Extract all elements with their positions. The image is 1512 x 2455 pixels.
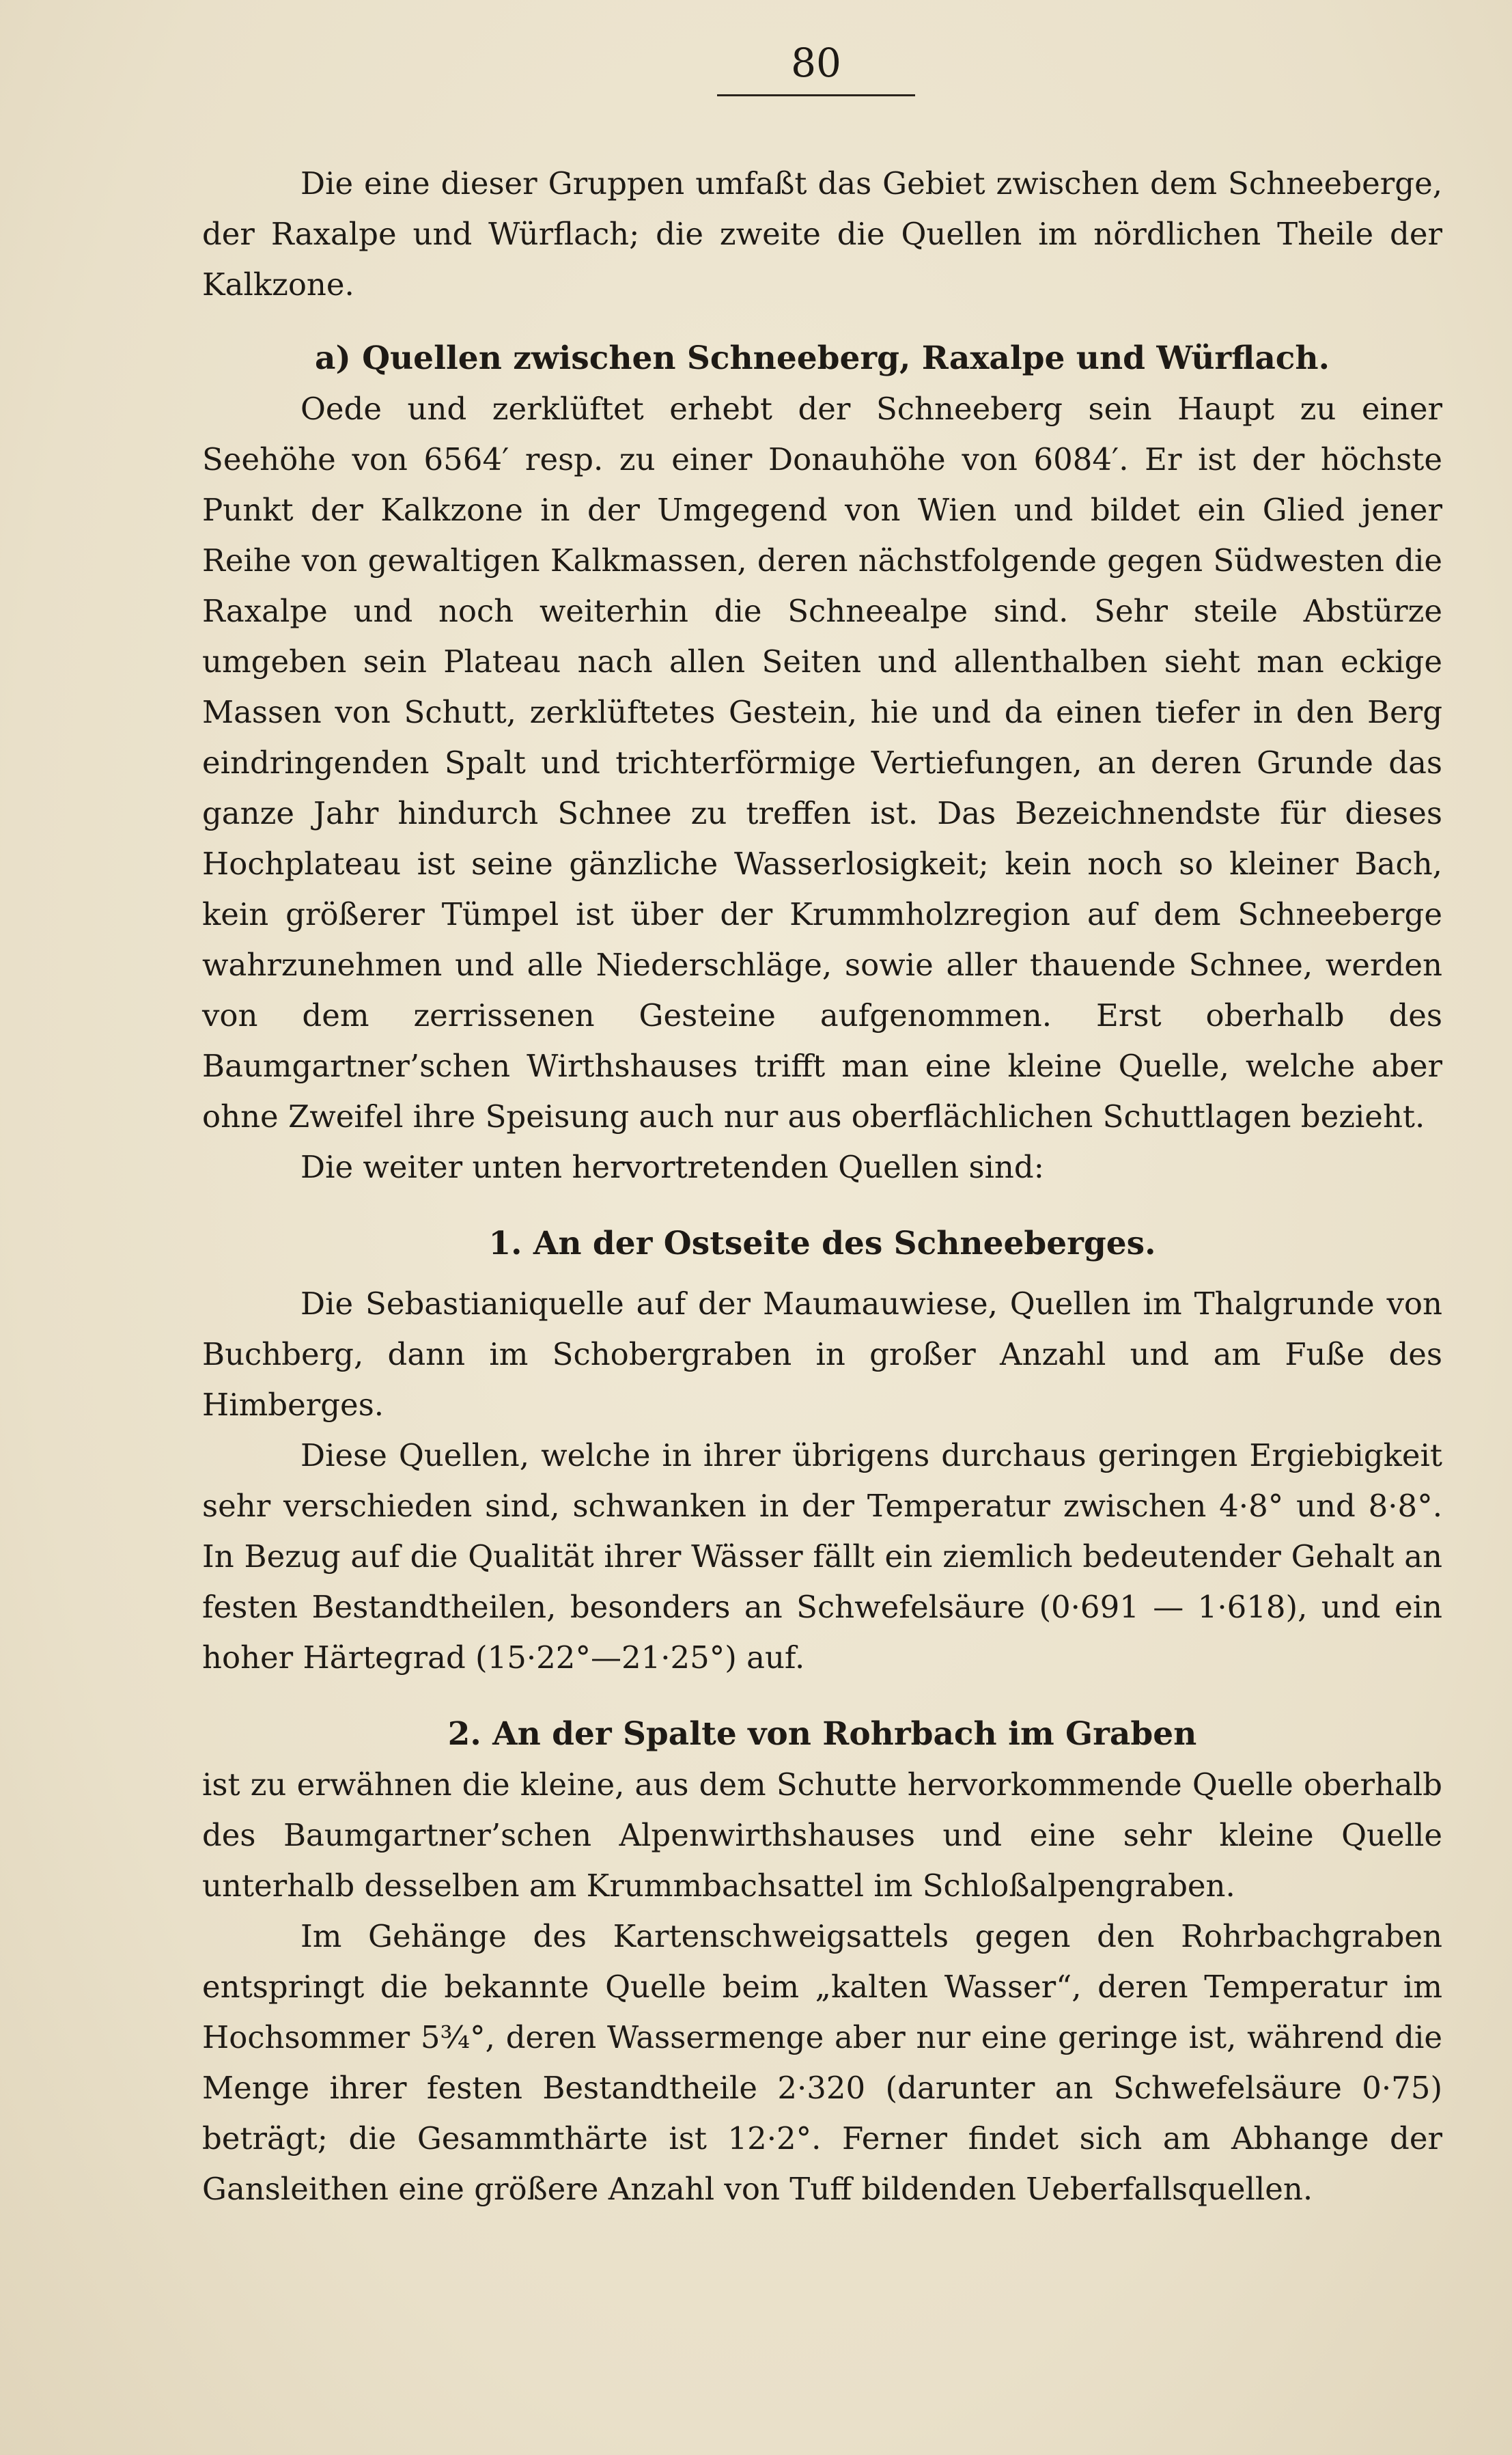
page-body <box>202 158 1442 2215</box>
page-number: 80 <box>791 40 841 86</box>
paragraph-rohrbach: ist zu erwähnen die kleine, aus dem Schutte hervorkommende Quelle oberhalb des Baumgartner’schen Alpenwirthshauses und eine sehr kleine Quelle unterhalb desselben am Krummbachsattel im Schloßalpengraben. <box>202 1766 1442 1904</box>
subheading-rohrbach: 2. An der Spalte von Rohrbach im Graben <box>447 1715 1197 1753</box>
paragraph-kalten-wasser: Im Gehänge des Kartenschweigsattels gegen den Rohrbachgraben entspringt die bekannte Quelle beim „kalten Wasser“, deren Temperatur im Hochsommer 5¾°, deren Wassermenge aber nur eine geringe ist, während die Menge ihrer festen Bestandtheile 2·320 (darunter an Schwefelsäure 0·75) beträgt; die Gesammthärte ist 12·2°. Ferner findet sich am Abhange der Gansleithen eine größere Anzahl von Tuff bildenden Ueberfallsquellen. <box>202 1918 1442 2207</box>
paragraph-groups: Die eine dieser Gruppen umfaßt das Gebiet zwischen dem Schneeberge, der Raxalpe und Würflach; die zweite die Quellen im nördlichen Theile der Kalkzone. <box>202 165 1442 303</box>
section-heading-a: a) Quellen zwischen Schneeberg, Raxalpe und Würflach. <box>315 339 1330 377</box>
header-rule <box>717 94 915 96</box>
paragraph-springs-intro: Die weiter unten hervortretenden Quellen sind: <box>300 1149 1044 1185</box>
paragraph-spring-quality: Diese Quellen, welche in ihrer übrigens durchaus geringen Ergiebigkeit sehr verschieden sind, schwanken in der Temperatur zwischen 4·8° und 8·8°. In Bezug auf die Qualität ihrer Wässer fällt ein ziemlich bedeutender Gehalt an festen Bestandtheilen, besonders an Schwefelsäure (0·691 — 1·618), und ein hoher Härtegrad (15·22°—21·25°) auf. <box>202 1437 1442 1676</box>
subheading-ostseite: 1. An der Ostseite des Schneeberges. <box>488 1225 1156 1262</box>
paragraph-sebastianiquelle: Die Sebastianiquelle auf der Maumauwiese, Quellen im Thalgrunde von Buchberg, dann im Schobergraben in großer Anzahl und am Fuße des Himberges. <box>202 1286 1442 1423</box>
paragraph-schneeberg: Oede und zerklüftet erhebt der Schneeberg sein Haupt zu einer Seehöhe von 6564′ resp. zu einer Donauhöhe von 6084′. Er ist der höchste Punkt der Kalkzone in der Umgegend von Wien und bildet ein Glied jener Reihe von gewaltigen Kalkmassen, deren nächstfolgende gegen Südwesten die Raxalpe und noch weiterhin die Schneealpe sind. Sehr steile Abstürze umgeben sein Plateau nach allen Seiten und allenthalben sieht man eckige Massen von Schutt, zerklüftetes Gestein, hie und da einen tiefer in den Berg eindringenden Spalt und trichterförmige Vertiefungen, an deren Grunde das ganze Jahr hindurch Schnee zu treffen ist. Das Bezeichnendste für dieses Hochplateau ist seine gänzliche Wasserlosigkeit; kein noch so kleiner Bach, kein größerer Tümpel ist über der Krummholzregion auf dem Schneeberge wahrzunehmen und alle Niederschläge, sowie aller thauende Schnee, werden von dem zerrissenen Gesteine aufgenommen. Erst oberhalb des Baumgartner’schen Wirthshauses trifft man eine kleine Quelle, welche aber ohne Zweifel ihre Speisung auch nur aus oberflächlichen Schuttlagen bezieht. <box>202 391 1442 1135</box>
